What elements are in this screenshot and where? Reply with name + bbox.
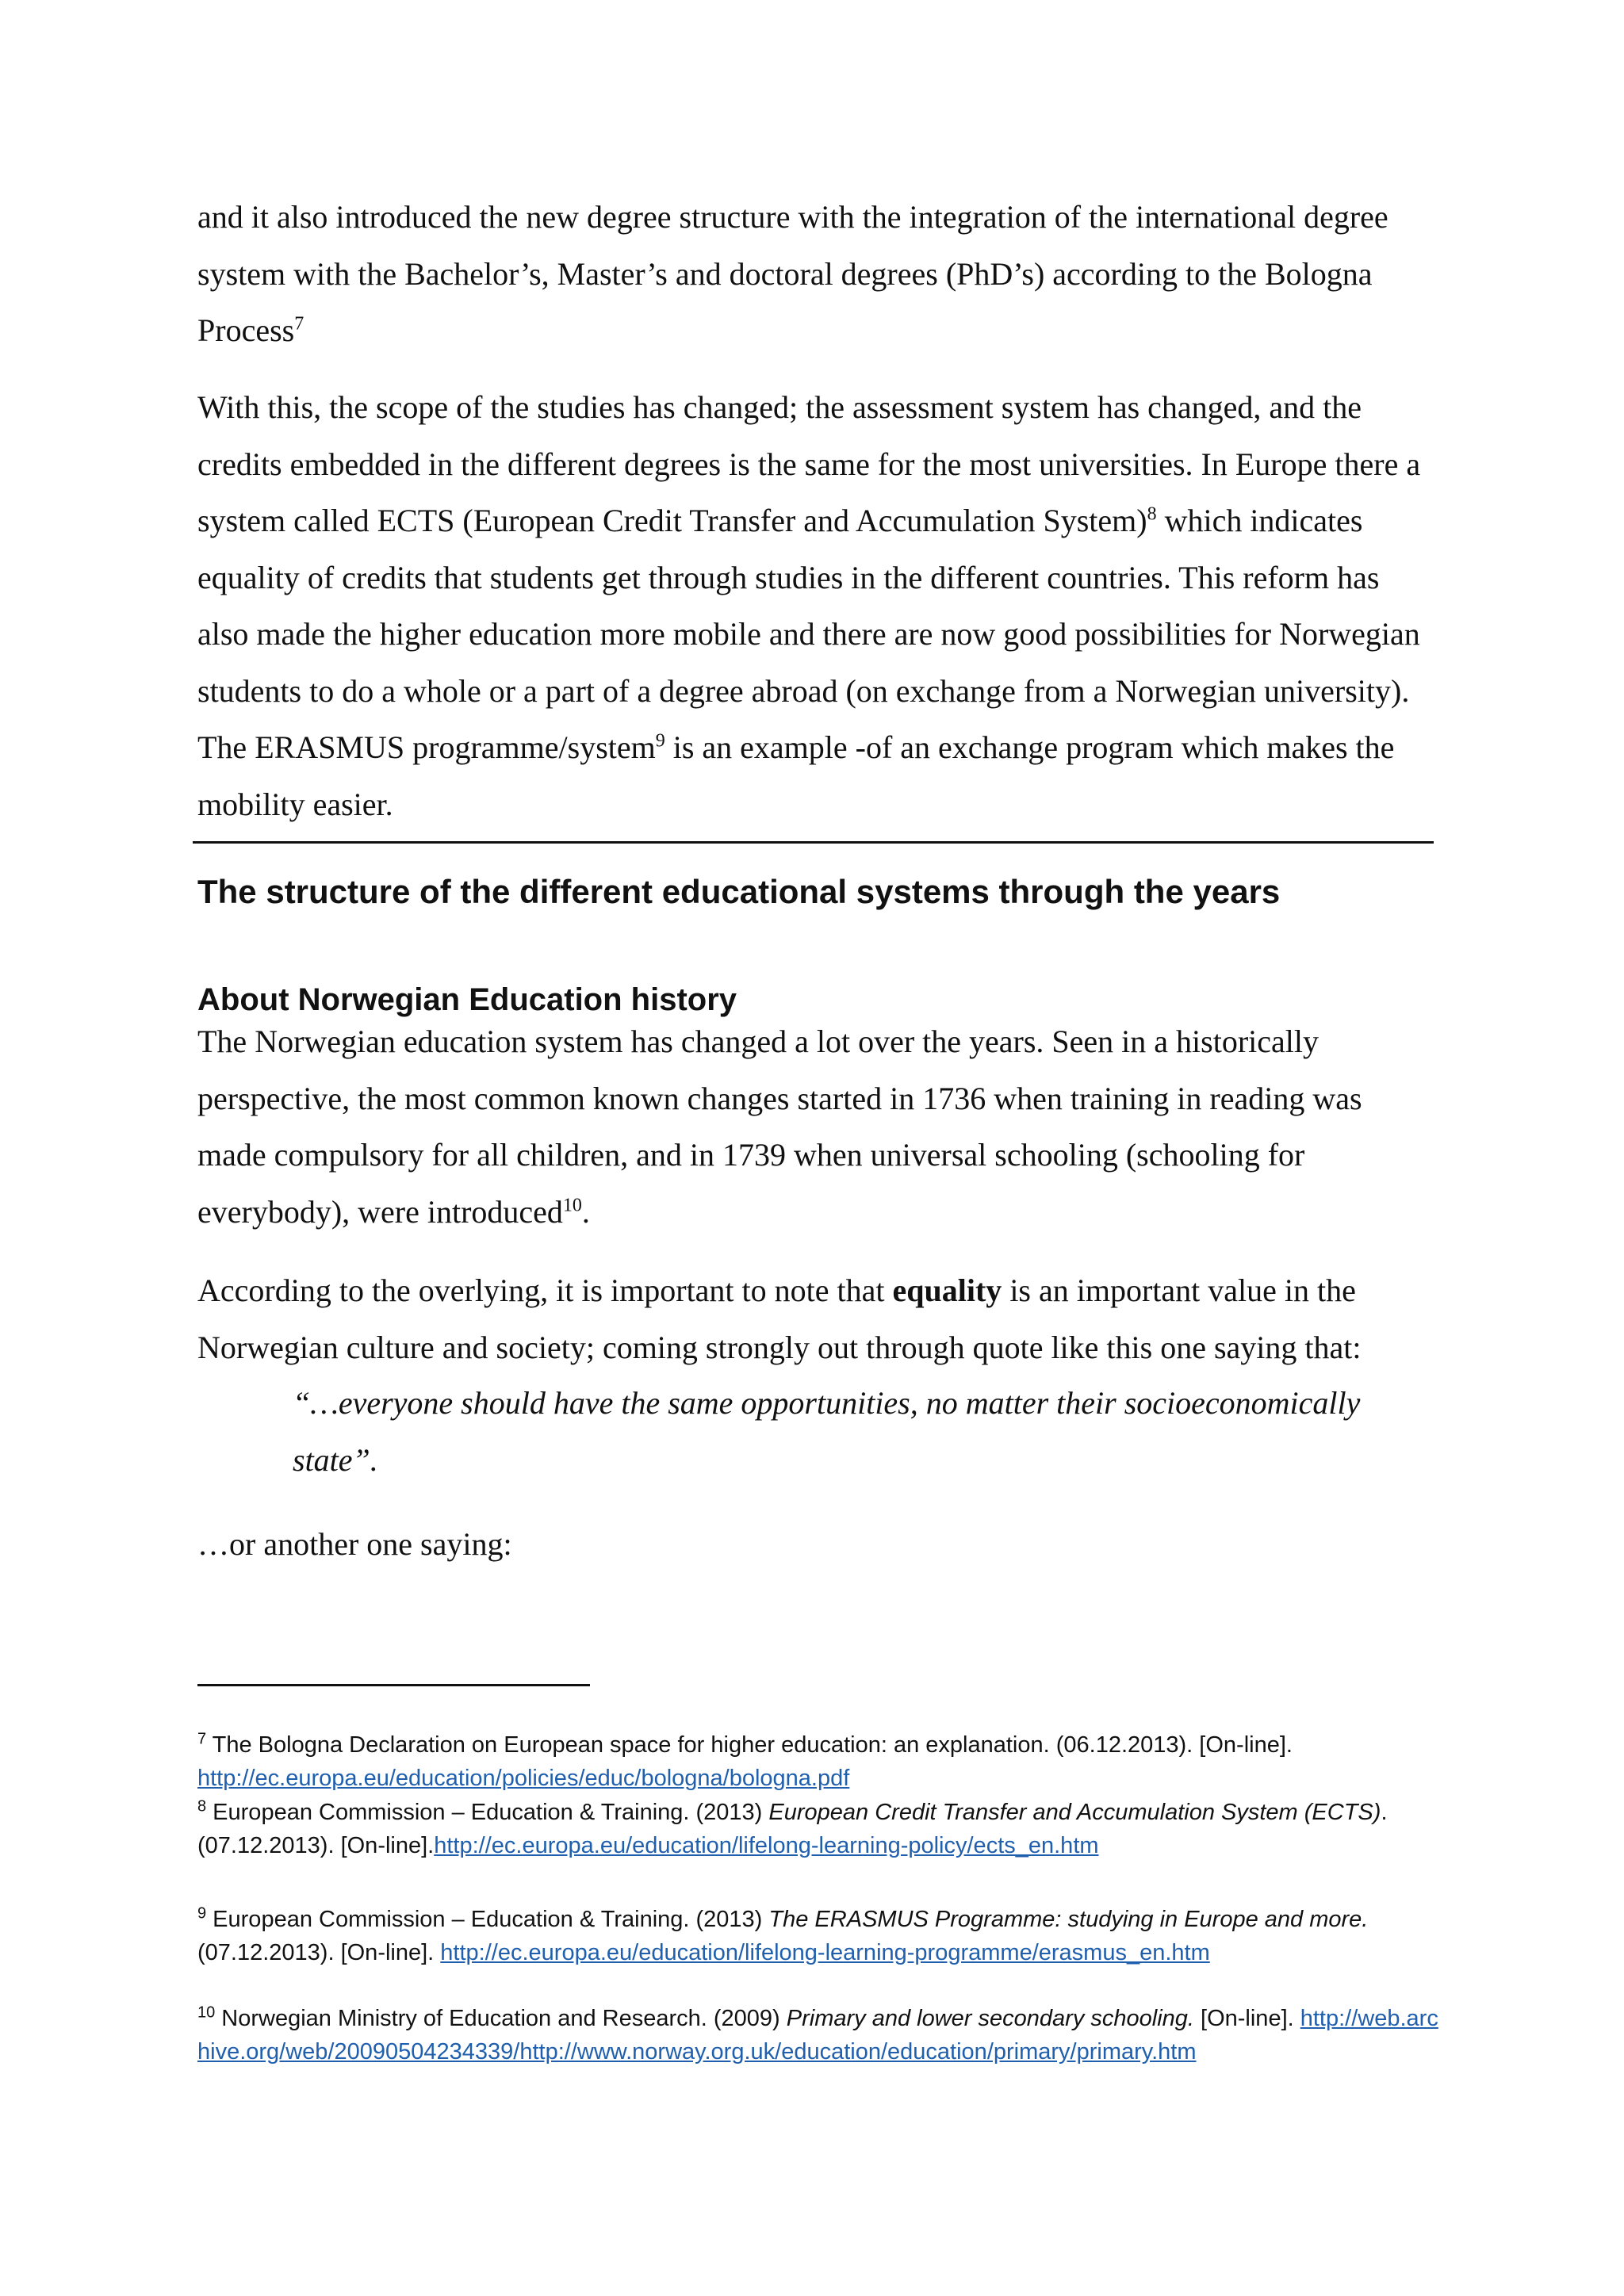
paragraph-history — [197, 1013, 1434, 1240]
footnote-link[interactable]: http://ec.europa.eu/education/lifelong-learning-policy/ects_en.htm — [434, 1833, 1099, 1858]
paragraph-text: According to the overlying, it is important to note that — [197, 1272, 893, 1308]
paragraph-another: …or another one saying: — [197, 1526, 512, 1562]
footnote-7 — [197, 1728, 1442, 1795]
footnote-number: 9 — [197, 1904, 207, 1923]
paragraph-equality — [197, 1262, 1434, 1376]
paragraph-text: and it also introduced the new degree structure with the integration of the international degree system with the Bachelor’s, Master’s and doctoral degrees (PhD’s) according to the Bologna Process — [197, 199, 1388, 348]
footnote-title: European Credit Transfer and Accumulation System (ECTS) — [768, 1800, 1381, 1825]
footnote-link[interactable]: http://ec.europa.eu/education/lifelong-learning-programme/erasmus_en.htm — [440, 1940, 1210, 1965]
footnote-number: 10 — [197, 2003, 216, 2022]
footnote-link[interactable]: http://web.archive.org/web/20090504234339/http://www.norway.org.uk/education/education/primary/primary.htm — [197, 2006, 1438, 2064]
footnote-number: 7 — [197, 1730, 207, 1748]
footnote-text: European Commission – Education & Training. (2013) — [206, 1907, 769, 1932]
paragraph-text: which indicates equality of credits that students get through studies in the different countries. This reform has also made the higher education more mobile and there are now good possibilities for Norwegian students to do a whole or a part of a degree abroad (on exchange from a Norwegian university). The ERASMUS programme/system — [197, 503, 1420, 765]
footnote-link[interactable]: http://ec.europa.eu/education/policies/educ/bologna/bologna.pdf — [197, 1766, 850, 1791]
paragraph-ects — [197, 379, 1434, 832]
subsection-heading: About Norwegian Education history — [197, 982, 737, 1017]
paragraph-text: is an example -of an exchange program which makes the mobility easier. — [197, 729, 1395, 822]
footnote-ref-9[interactable]: 9 — [655, 730, 665, 752]
footnote-ref-10[interactable]: 10 — [562, 1195, 582, 1216]
footnote-8 — [197, 1796, 1442, 1862]
section-divider — [193, 841, 1434, 844]
footnote-number: 8 — [197, 1797, 207, 1816]
emphasis-equality: equality — [892, 1272, 1002, 1308]
footnote-title: Primary and lower secondary schooling. — [786, 2006, 1194, 2031]
footnote-text: (07.12.2013). [On-line]. — [197, 1940, 441, 1965]
footnote-9 — [197, 1903, 1442, 1969]
footnote-title: The ERASMUS Programme: studying in Europe and more. — [768, 1907, 1369, 1932]
footnote-separator — [197, 1684, 590, 1686]
section-heading: The structure of the different educational systems through the years — [197, 873, 1281, 910]
paragraph-text: . — [581, 1193, 590, 1230]
block-quote: “…everyone should have the same opportunities, no matter their socioeconomically state”. — [293, 1385, 1361, 1478]
footnote-text: . (07.12.2013). [On-line]. — [197, 1800, 1388, 1858]
footnote-10 — [197, 2002, 1442, 2068]
footnote-ref-7[interactable]: 7 — [294, 313, 304, 335]
paragraph-text: The Norwegian education system has changed a lot over the years. Seen in a historically perspective, the most common known changes started in 1736 when training in reading was made compulsory for all children, and in 1739 when universal schooling (schooling for everybody), were introduced — [197, 1024, 1362, 1230]
footnote-text: [On-line]. — [1193, 2006, 1300, 2031]
paragraph-text: is an important value in the Norwegian culture and society; coming strongly out through quote like this one saying that: — [197, 1272, 1362, 1365]
paragraph-bologna — [197, 189, 1434, 359]
footnote-text: European Commission – Education & Training. (2013) — [206, 1800, 769, 1825]
paragraph-text: With this, the scope of the studies has changed; the assessment system has changed, and the credits embedded in the different degrees is the same for the most universities. In Europe there a system called ECTS (European Credit Transfer and Accumulation System) — [197, 389, 1421, 538]
footnote-ref-8[interactable]: 8 — [1147, 503, 1157, 525]
footnote-text: The Bologna Declaration on European space for higher education: an explanation. (06.12.2013). [On-line]. — [206, 1732, 1293, 1758]
footnote-text: Norwegian Ministry of Education and Research. (2009) — [215, 2006, 787, 2031]
